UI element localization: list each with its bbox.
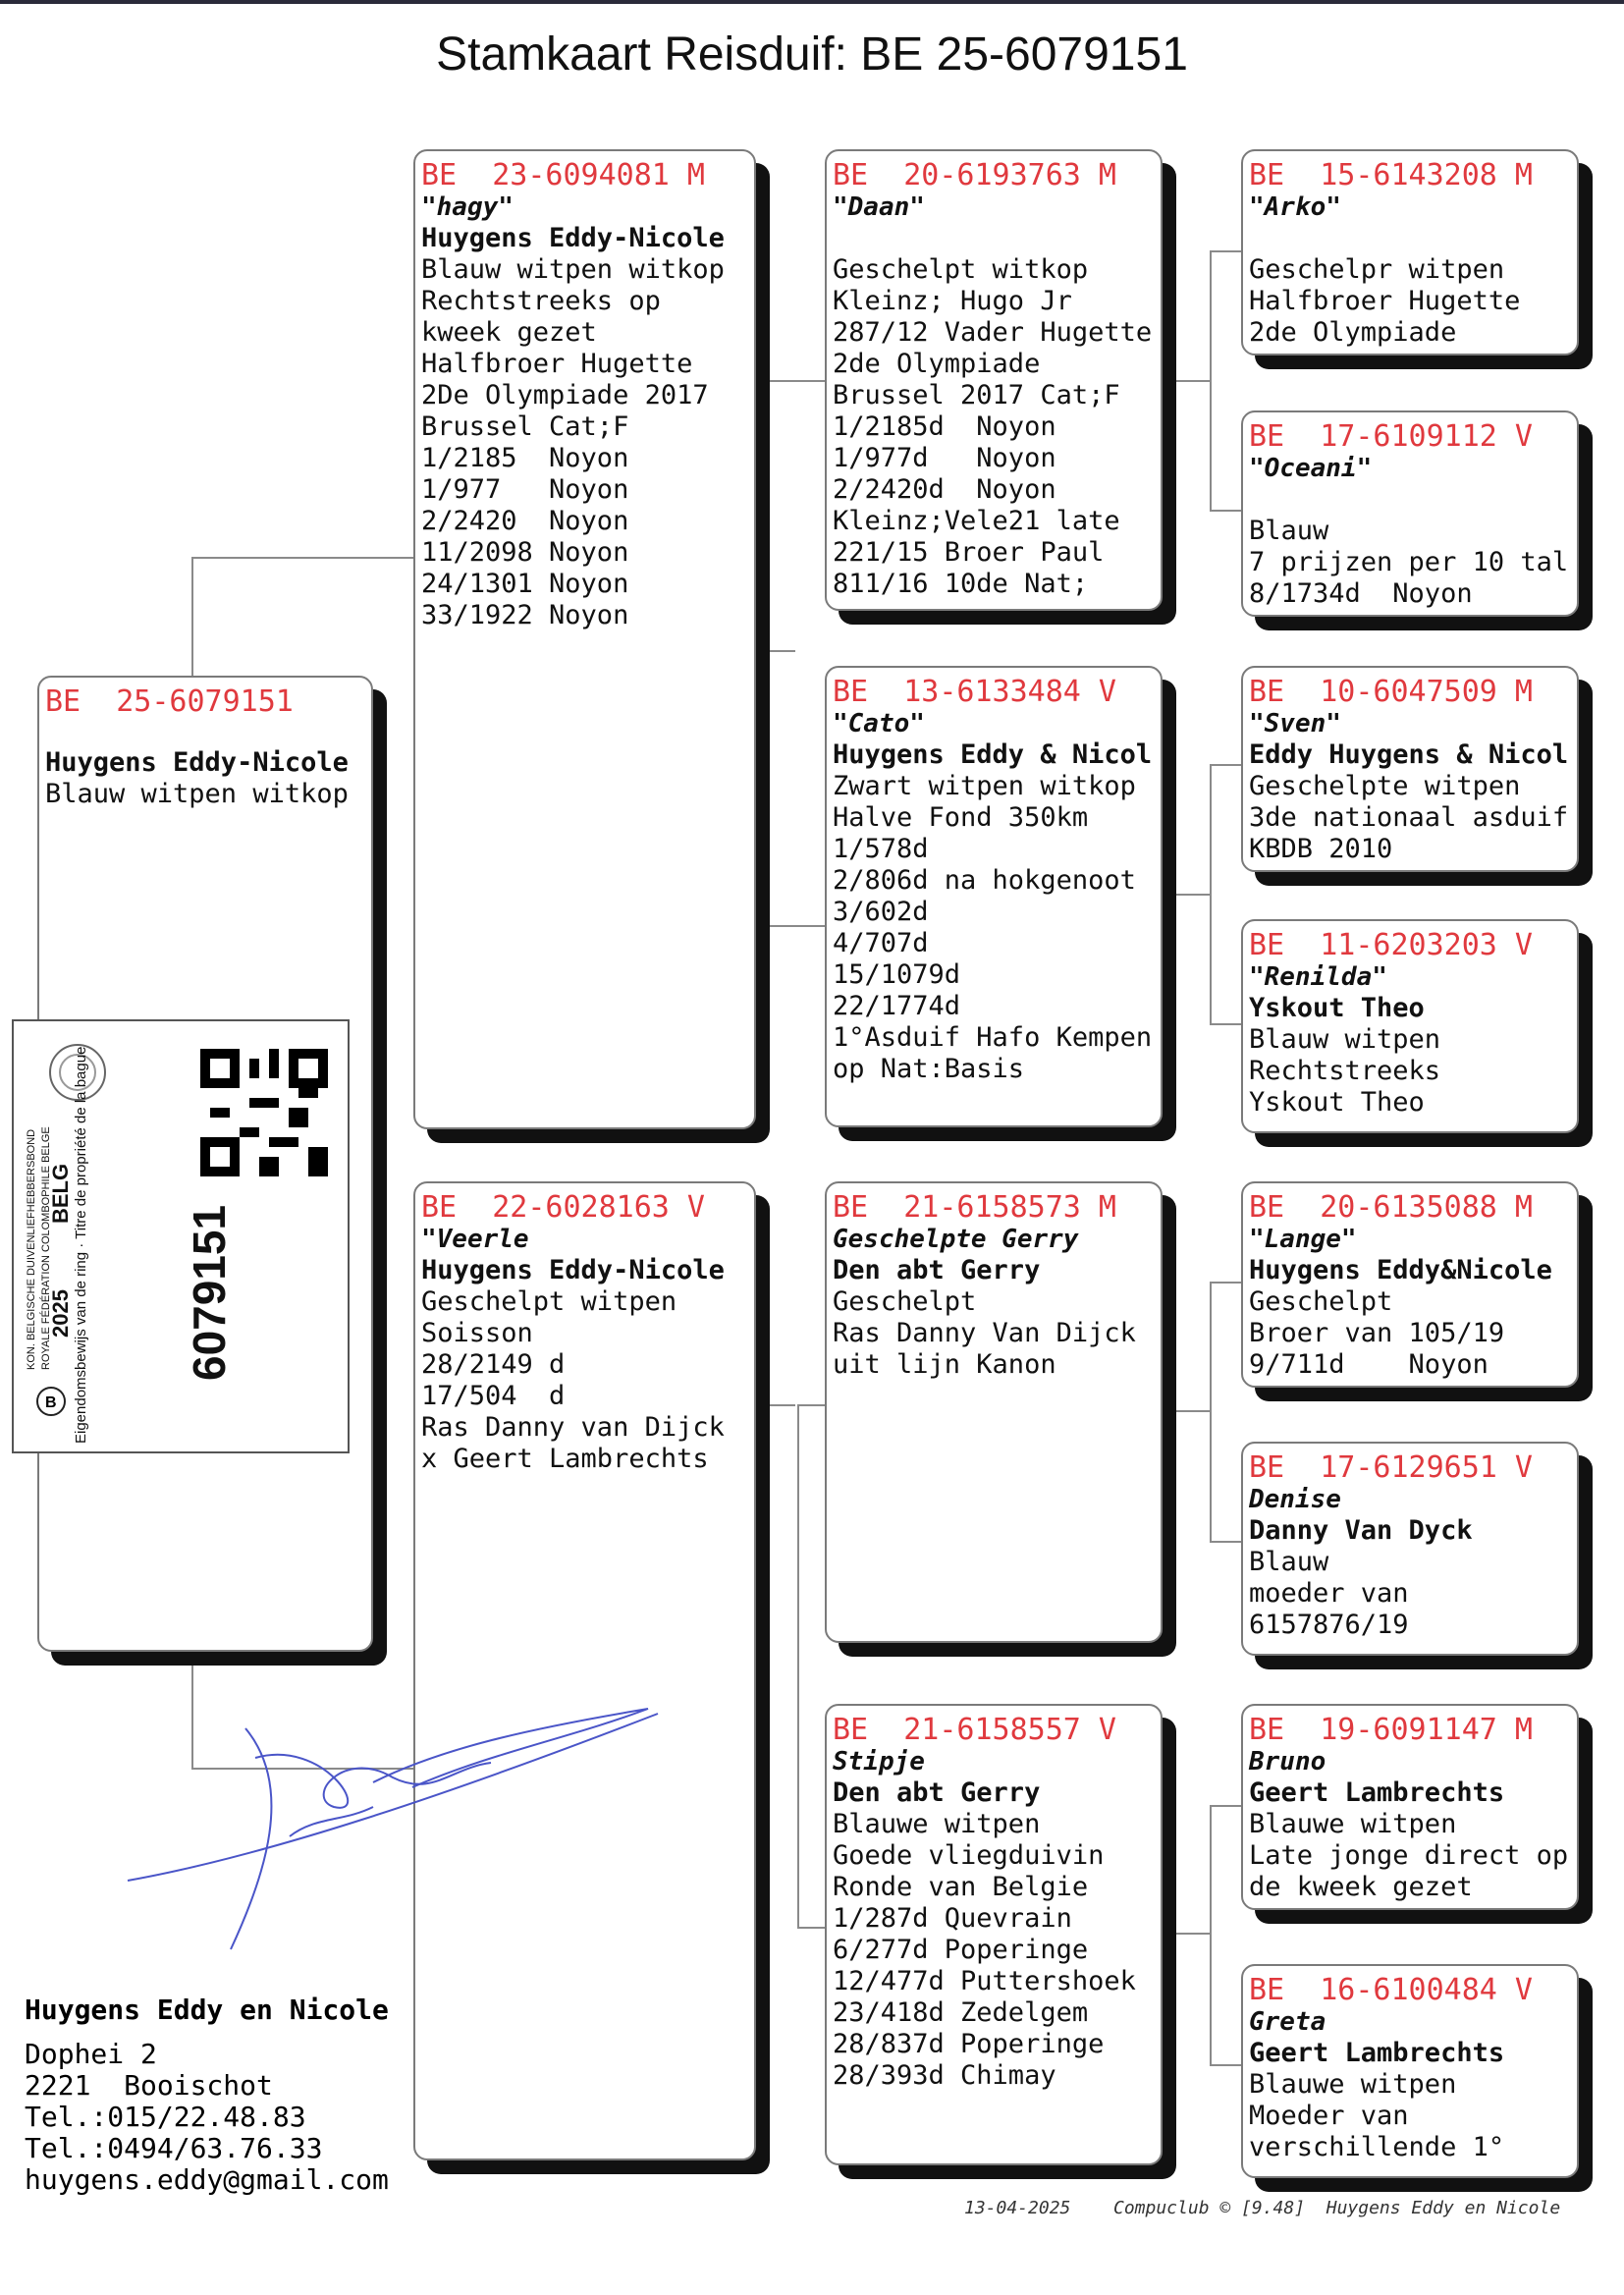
subject-ring: BE 25-6079151: [45, 684, 294, 719]
mother-line: x Geert Lambrechts: [421, 1444, 709, 1474]
mf-owner: Den abt Gerry: [833, 1255, 1041, 1285]
connector: [191, 557, 415, 677]
mf-line: Ras Danny Van Dijck: [833, 1318, 1136, 1348]
fmm-card: [1241, 919, 1579, 1133]
mff-card: [1241, 1181, 1579, 1388]
father-ring: BE 23-6094081 M: [421, 158, 705, 192]
ff-line: Geschelpt witkop: [833, 254, 1089, 285]
mmf-line: Late jonge direct op: [1249, 1840, 1569, 1871]
father-line: 24/1301 Noyon: [421, 569, 629, 599]
mmm-name: Greta: [1249, 2007, 1326, 2037]
ring-country: BELG: [48, 1163, 73, 1224]
father-line: 33/1922 Noyon: [421, 600, 629, 630]
fmf-line: 3de nationaal asduif: [1249, 802, 1569, 833]
mm-line: 12/477d Puttershoek: [833, 1966, 1136, 1996]
ff-line: Kleinz; Hugo Jr: [833, 286, 1072, 316]
connector: [797, 1404, 827, 1929]
fmf-card: [1241, 666, 1579, 872]
ff-card: [825, 149, 1163, 611]
connector: [756, 650, 795, 654]
fmf-owner: Eddy Huygens & Nicol: [1249, 739, 1569, 770]
mfm-owner: Danny Van Dyck: [1249, 1515, 1473, 1546]
address-line: 2221 Booischot: [25, 2069, 273, 2102]
mf-card: [825, 1181, 1163, 1643]
mm-line: Blauwe witpen: [833, 1809, 1041, 1839]
mfm-line: 6157876/19: [1249, 1610, 1409, 1640]
fm-ring: BE 13-6133484 V: [833, 675, 1116, 709]
mother-line: Soisson: [421, 1318, 533, 1348]
mmm-ring: BE 16-6100484 V: [1249, 1973, 1533, 2007]
connector: [1210, 764, 1243, 1025]
fm-line: 1°Asduif Hafo Kempen: [833, 1022, 1153, 1053]
ff-line: 1/977d Noyon: [833, 443, 1056, 473]
ff-line: 221/15 Broer Paul: [833, 537, 1105, 568]
mm-card: [825, 1704, 1163, 2165]
fm-name: "Cato": [833, 709, 925, 738]
mff-owner: Huygens Eddy&Nicole: [1249, 1255, 1552, 1285]
fmf-line: KBDB 2010: [1249, 834, 1393, 864]
mff-name: "Lange": [1249, 1225, 1357, 1254]
fm-line: Halve Fond 350km: [833, 802, 1089, 833]
mf-line: uit lijn Kanon: [833, 1349, 1056, 1380]
fff-line: 2de Olympiade: [1249, 317, 1457, 348]
mother-line: 28/2149 d: [421, 1349, 566, 1380]
svg-text:B: B: [45, 1394, 57, 1411]
mff-line: Broer van 105/19: [1249, 1318, 1505, 1348]
mmf-card: [1241, 1704, 1579, 1910]
ffm-line: 8/1734d Noyon: [1249, 578, 1473, 609]
mmf-owner: Geert Lambrechts: [1249, 1777, 1505, 1808]
connector: [1170, 380, 1210, 384]
ff-name: "Daan": [833, 192, 925, 222]
ff-line: 2/2420d Noyon: [833, 474, 1056, 505]
subject-line: Blauw witpen witkop: [45, 779, 349, 809]
father-line: Blauw witpen witkop: [421, 254, 725, 285]
mother-ring: BE 22-6028163 V: [421, 1190, 705, 1225]
father-name: "hagy": [421, 192, 514, 222]
father-line: kweek gezet: [421, 317, 597, 348]
mfm-card: [1241, 1442, 1579, 1656]
mfm-line: Blauw: [1249, 1547, 1329, 1577]
fmf-line: Geschelpte witpen: [1249, 771, 1521, 801]
mff-line: Geschelpt: [1249, 1286, 1393, 1317]
connector: [756, 1404, 795, 1408]
mm-line: 28/393d Chimay: [833, 2060, 1056, 2091]
father-line: 1/977 Noyon: [421, 474, 629, 505]
fff-name: "Arko": [1249, 192, 1341, 222]
mmm-line: verschillende 1°: [1249, 2132, 1505, 2162]
software-credit: Compuclub © [9.48] Huygens Eddy en Nicole: [1113, 2198, 1561, 2218]
qr-code-icon: [200, 1049, 328, 1176]
ffm-ring: BE 17-6109112 V: [1249, 419, 1533, 454]
connector: [1210, 250, 1243, 512]
fm-line: 3/602d: [833, 897, 929, 927]
mmf-name: Bruno: [1249, 1747, 1326, 1776]
father-line: 11/2098 Noyon: [421, 537, 629, 568]
top-rule: [0, 0, 1624, 4]
mff-line: 9/711d Noyon: [1249, 1349, 1489, 1380]
ff-line: 287/12 Vader Hugette: [833, 317, 1153, 348]
breeder-address: [25, 1994, 389, 2196]
mmf-ring: BE 19-6091147 M: [1249, 1713, 1533, 1747]
mfm-line: moeder van: [1249, 1578, 1409, 1609]
fm-line: 22/1774d: [833, 991, 961, 1021]
ffm-name: "Oceani": [1249, 454, 1373, 483]
ff-line: Brussel 2017 Cat;F: [833, 380, 1120, 410]
mm-line: 6/277d Poperinge: [833, 1935, 1089, 1965]
mf-name: Geschelpte Gerry: [833, 1225, 1079, 1254]
ff-line: 1/2185d Noyon: [833, 411, 1056, 442]
connector: [1170, 1410, 1210, 1414]
mm-name: Stipje: [833, 1747, 925, 1776]
mm-line: Ronde van Belgie: [833, 1872, 1089, 1902]
fm-line: op Nat:Basis: [833, 1054, 1025, 1084]
mm-line: 28/837d Poperinge: [833, 2029, 1105, 2059]
ffm-line: Blauw: [1249, 516, 1329, 546]
mm-line: Goede vliegduivin: [833, 1840, 1105, 1871]
signature: [118, 1669, 668, 1964]
fm-card: [825, 666, 1163, 1127]
father-line: 2/2420 Noyon: [421, 506, 629, 536]
mmm-owner: Geert Lambrechts: [1249, 2038, 1505, 2068]
mf-ring: BE 21-6158573 M: [833, 1190, 1116, 1225]
father-line: Brussel Cat;F: [421, 411, 629, 442]
address-line: Tel.:015/22.48.83: [25, 2101, 306, 2133]
connector: [1170, 1933, 1210, 1937]
federation-fr: ROYALE FÉDÉRATION COLOMBOPHILE BELGE: [40, 1126, 52, 1370]
father-line: Halfbroer Hugette: [421, 349, 693, 379]
ffm-line: 7 prijzen per 10 tal: [1249, 547, 1569, 577]
connector: [1170, 894, 1210, 898]
mmf-line: Blauwe witpen: [1249, 1809, 1457, 1839]
fff-card: [1241, 149, 1579, 355]
ff-ring: BE 20-6193763 M: [833, 158, 1116, 192]
mmm-line: Moeder van: [1249, 2101, 1409, 2131]
connector: [1210, 1805, 1243, 2066]
mmf-line: de kweek gezet: [1249, 1872, 1473, 1902]
fm-owner: Huygens Eddy & Nicol: [833, 739, 1153, 770]
mother-line: Geschelpt witpen: [421, 1286, 677, 1317]
address-line: Tel.:0494/63.76.33: [25, 2132, 323, 2164]
mmm-line: Blauwe witpen: [1249, 2069, 1457, 2100]
mfm-ring: BE 17-6129651 V: [1249, 1450, 1533, 1485]
mmm-card: [1241, 1964, 1579, 2178]
mm-owner: Den abt Gerry: [833, 1777, 1041, 1808]
mother-line: Ras Danny van Dijck: [421, 1412, 725, 1443]
page-title: Stamkaart Reisduif: BE 25-6079151: [436, 28, 1188, 81]
mf-line: Geschelpt: [833, 1286, 977, 1317]
mother-owner: Huygens Eddy-Nicole: [421, 1255, 725, 1285]
fm-line: 4/707d: [833, 928, 929, 958]
fff-ring: BE 15-6143208 M: [1249, 158, 1533, 192]
mother-name: "Veerle: [421, 1225, 529, 1254]
ring-caption: Eigendomsbewijs van de ring · Titre de propriété de la bague: [73, 1046, 89, 1444]
father-line: Rechtstreeks op: [421, 286, 661, 316]
mm-line: 1/287d Quevrain: [833, 1903, 1072, 1934]
federation-nl: KON. BELGISCHE DUIVENLIEFHEBBERSBOND: [26, 1128, 37, 1370]
subject-owner: Huygens Eddy-Nicole: [45, 747, 349, 778]
crown-icon: [31, 1380, 71, 1419]
mother-line: 17/504 d: [421, 1381, 566, 1411]
address-line: Dophei 2: [25, 2038, 157, 2070]
ring-number: 6079151: [184, 1204, 235, 1381]
fmm-line: Rechtstreeks: [1249, 1056, 1441, 1086]
ring-year: 2025: [48, 1289, 73, 1338]
connector: [1210, 1282, 1243, 1543]
fmm-line: Yskout Theo: [1249, 1087, 1425, 1118]
fff-line: Halfbroer Hugette: [1249, 286, 1521, 316]
fm-line: 2/806d na hokgenoot: [833, 865, 1136, 896]
father-card: [413, 149, 756, 1129]
mff-ring: BE 20-6135088 M: [1249, 1190, 1533, 1225]
mm-ring: BE 21-6158557 V: [833, 1713, 1116, 1747]
fmf-ring: BE 10-6047509 M: [1249, 675, 1533, 709]
mm-line: 23/418d Zedelgem: [833, 1997, 1089, 2028]
father-line: 1/2185 Noyon: [421, 443, 629, 473]
fm-line: 1/578d: [833, 834, 929, 864]
mfm-name: Denise: [1249, 1485, 1341, 1514]
breeder-name: Huygens Eddy en Nicole: [25, 1994, 389, 2026]
print-date: 13-04-2025: [964, 2198, 1071, 2218]
ffm-card: [1241, 410, 1579, 617]
fmm-name: "Renilda": [1249, 962, 1387, 992]
fff-line: Geschelpr witpen: [1249, 254, 1505, 285]
fmm-ring: BE 11-6203203 V: [1249, 928, 1533, 962]
ring-certificate: [12, 1019, 350, 1453]
ff-line: Kleinz;Vele21 late: [833, 506, 1120, 536]
ff-line: 2de Olympiade: [833, 349, 1041, 379]
fmf-name: "Sven": [1249, 709, 1341, 738]
ff-line: 811/16 10de Nat;: [833, 569, 1089, 599]
father-line: 2De Olympiade 2017: [421, 380, 709, 410]
father-owner: Huygens Eddy-Nicole: [421, 223, 725, 253]
fm-line: 15/1079d: [833, 959, 961, 990]
email-text: huygens.eddy@gmail.com: [25, 2163, 389, 2196]
fm-line: Zwart witpen witkop: [833, 771, 1136, 801]
fmm-line: Blauw witpen: [1249, 1024, 1441, 1055]
fmm-owner: Yskout Theo: [1249, 993, 1425, 1023]
